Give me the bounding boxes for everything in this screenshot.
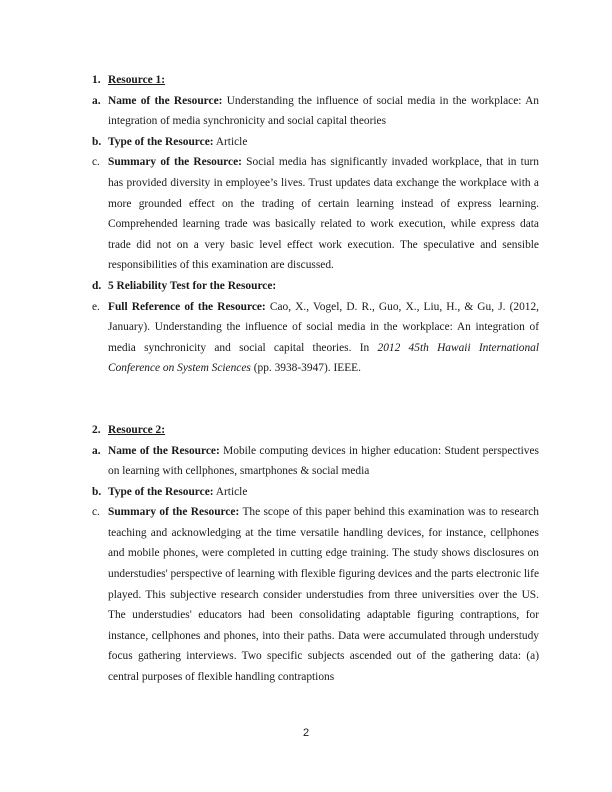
list-marker: a.: [92, 444, 101, 457]
field-label: Type of the Resource:: [108, 485, 214, 498]
resource-2-name: [92, 441, 539, 482]
resource-1-name: [92, 91, 539, 132]
field-value: The scope of this paper behind this examination was to research teaching and acknowledging at the time versatile handling devices, for instance, cellphones and mobile phones, were completed in cutting edge training. The study shows disclosures on understudies' perspective of learning with flexible figuring devices and the parts electronic life played. This subjective research consider understudies from three universities over the US. The understudies' educators had been consolidating adaptable figuring contraptions, for instance, cellphones and phones, into their paths. Data were accumulated through understudy focus gathering interviews. Two specific subjects ascended out of the gathering data: (a) central purposes of flexible handling contraptions: [108, 506, 539, 684]
reference-text: Cao, X., Vogel, D. R., Guo, X., Liu, H., & Gu, J. (2012, January). Understanding the influence of social media in the workplace: An integration of media synchronicity and social capital theories. In: [108, 300, 540, 354]
resource-1-reference: [92, 297, 539, 379]
resource-2-summary: [92, 502, 539, 687]
list-marker: c.: [92, 506, 100, 519]
field-value: Understanding the influence of social media in the workplace: An integration of media synchronicity and social capital theories: [108, 94, 539, 128]
section-heading: Resource 1:: [108, 74, 166, 86]
field-label: Full Reference of the Resource:: [108, 300, 266, 313]
list-marker: b.: [92, 135, 102, 148]
field-value: Article: [215, 485, 248, 498]
field-label: Name of the Resource:: [108, 444, 220, 457]
reference-italic-title: 2012 45th Hawaii International Conference on System Sciences: [108, 341, 539, 375]
list-marker: c.: [92, 156, 100, 169]
resource-1-summary: [92, 152, 539, 276]
field-value: Social media has significantly invaded workplace, that in turn has provided diversity in employee’s lives. Trust updates data exchange the workplace with a more grounded effect on the trading of certain learning instead of express learning. Comprehended learning trade was basically related to work execution, while express data trade did not on a very basic level effect work execution. The speculative and sensible responsibilities of this examination are discussed.: [108, 156, 540, 272]
resource-2-type: [92, 482, 539, 503]
list-number: 1.: [92, 74, 101, 86]
list-number: 2.: [92, 423, 101, 436]
resource-2-heading: [92, 420, 539, 441]
section-heading: Resource 2:: [108, 423, 166, 436]
page-number: 2: [302, 727, 310, 739]
list-marker: a.: [92, 94, 101, 107]
field-label: Type of the Resource:: [108, 135, 214, 148]
resource-1-reliability: [92, 276, 539, 297]
reference-text-end: (pp. 3938-3947). IEEE.: [253, 362, 361, 375]
field-label: Summary of the Resource:: [108, 506, 240, 519]
document-body: [92, 70, 539, 688]
list-marker: b.: [92, 485, 102, 498]
resource-1-heading: [92, 70, 539, 91]
list-marker: d.: [92, 279, 102, 292]
section-spacer: [92, 379, 539, 420]
field-label: Name of the Resource:: [108, 94, 223, 107]
resource-1-type: [92, 132, 539, 153]
list-marker: e.: [92, 300, 100, 313]
field-label: Summary of the Resource:: [108, 156, 242, 169]
field-value: Mobile computing devices in higher education: Student perspectives on learning with cellphones, smartphones & social media: [108, 444, 539, 478]
field-label: 5 Reliability Test for the Resource:: [108, 279, 277, 292]
field-value: Article: [215, 135, 248, 148]
